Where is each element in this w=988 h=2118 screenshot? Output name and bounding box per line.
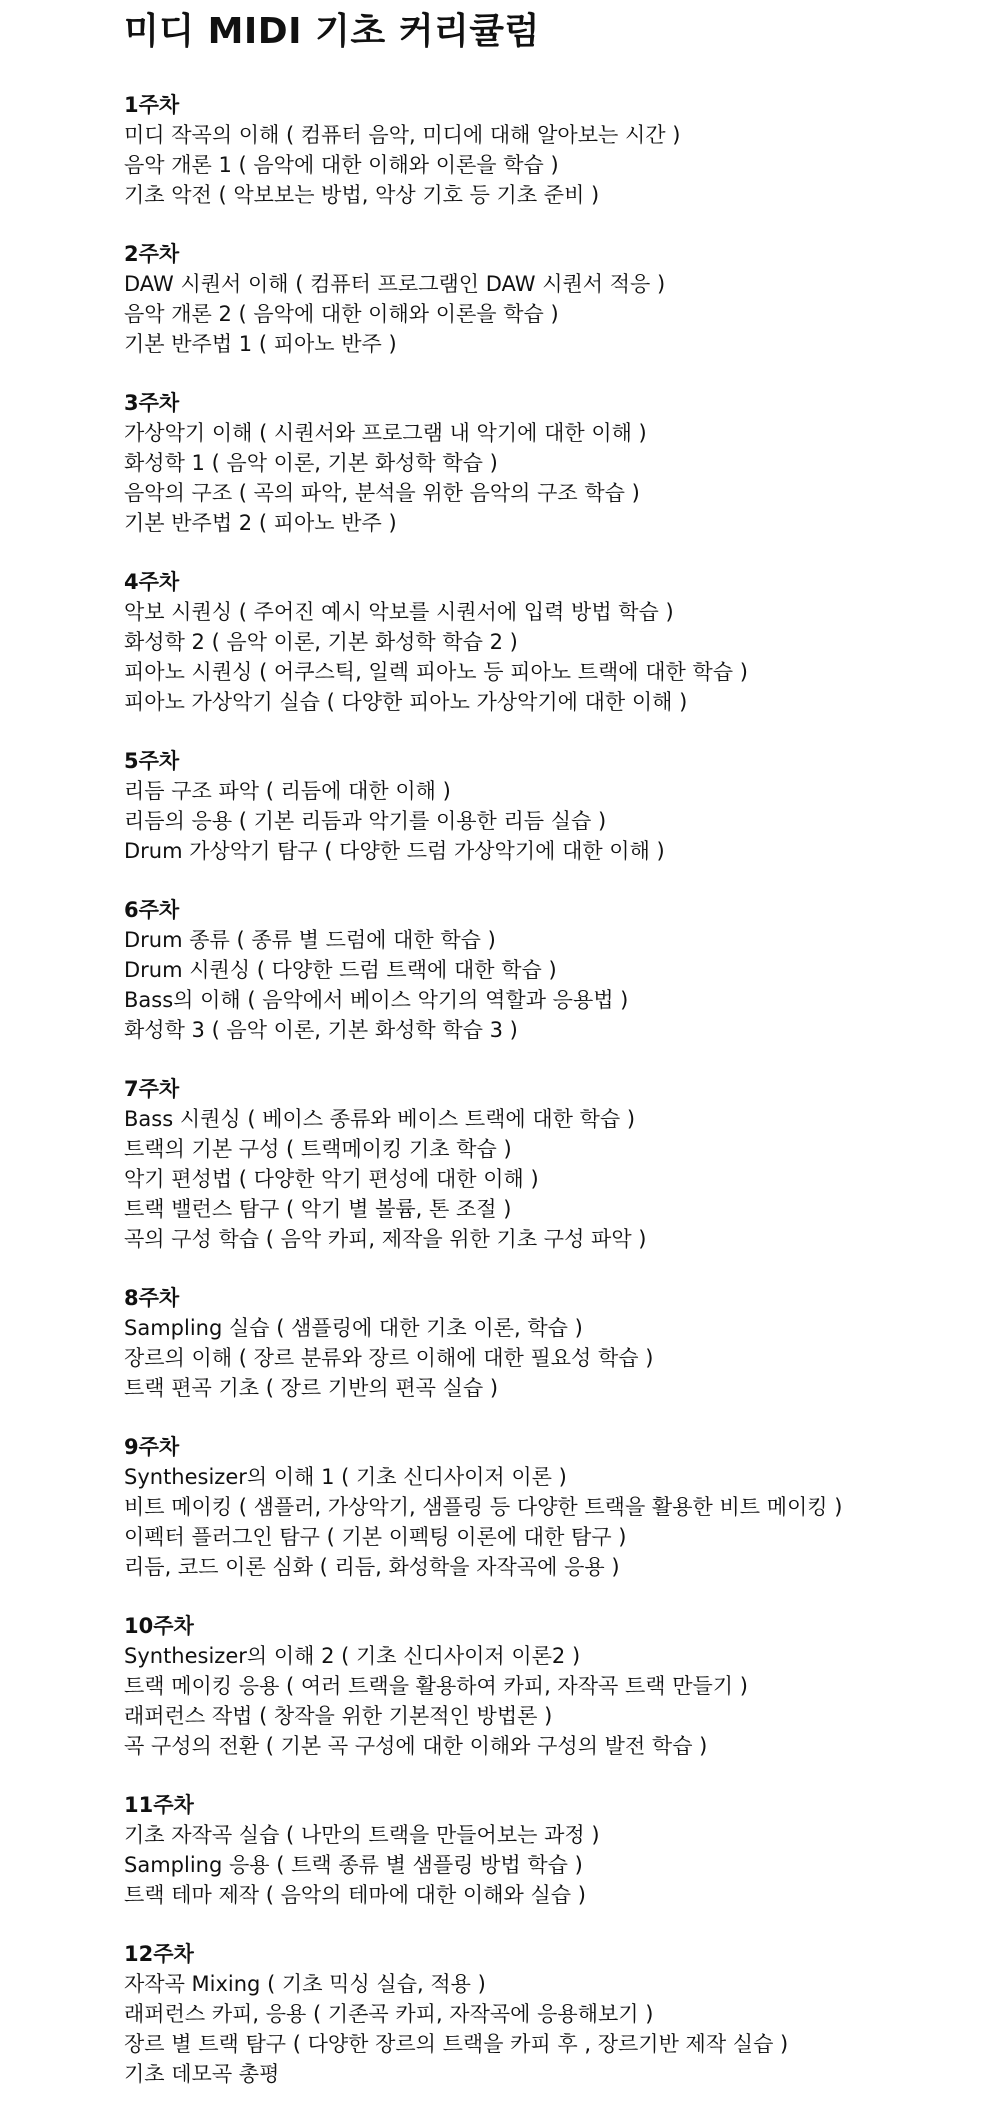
week-section [124, 1611, 974, 1761]
week-list [124, 90, 974, 2089]
lesson-item: 가상악기 이해 ( 시퀀서와 프로그램 내 악기에 대한 이해 ) [124, 421, 647, 445]
lesson-item: 트랙 테마 제작 ( 음악의 테마에 대한 이해와 실습 ) [124, 1883, 586, 1907]
lesson-item: Drum 종류 ( 종류 별 드럼에 대한 학습 ) [124, 928, 496, 952]
lesson-item: 화성학 1 ( 음악 이론, 기본 화성학 학습 ) [124, 451, 498, 475]
week-section [124, 1432, 974, 1582]
lesson-item: 기본 반주법 1 ( 피아노 반주 ) [124, 332, 397, 356]
lesson-item: 트랙 메이킹 응용 ( 여러 트랙을 활용하여 카피, 자작곡 트랙 만들기 ) [124, 1674, 748, 1698]
week-section [124, 1939, 974, 2089]
lesson-item: 장르 별 트랙 탐구 ( 다양한 장르의 트랙을 카피 후 , 장르기반 제작 실습 ) [124, 2032, 789, 2056]
lesson-item: 피아노 시퀀싱 ( 어쿠스틱, 일렉 피아노 등 피아노 트랙에 대한 학습 ) [124, 660, 748, 684]
week-section [124, 567, 974, 717]
lesson-item: 래퍼런스 카피, 응용 ( 기존곡 카피, 자작곡에 응용해보기 ) [124, 2002, 654, 2026]
lesson-item: Synthesizer의 이해 1 ( 기초 신디사이저 이론 ) [124, 1465, 567, 1489]
week-heading: 9주차 [124, 1435, 180, 1459]
week-section [124, 1074, 974, 1254]
lesson-item: Bass의 이해 ( 음악에서 베이스 악기의 역할과 응용법 ) [124, 988, 629, 1012]
lesson-item: 기초 데모곡 총평 [124, 2062, 280, 2086]
week-section [124, 1283, 974, 1403]
lesson-item: 악보 시퀀싱 ( 주어진 예시 악보를 시퀀서에 입력 방법 학습 ) [124, 600, 674, 624]
lesson-item: 리듬의 응용 ( 기본 리듬과 악기를 이용한 리듬 실습 ) [124, 809, 607, 833]
lesson-item: 기본 반주법 2 ( 피아노 반주 ) [124, 511, 397, 535]
lesson-item: 피아노 가상악기 실습 ( 다양한 피아노 가상악기에 대한 이해 ) [124, 690, 688, 714]
lesson-item: 미디 작곡의 이해 ( 컴퓨터 음악, 미디에 대해 알아보는 시간 ) [124, 123, 681, 147]
lesson-item: 트랙 편곡 기초 ( 장르 기반의 편곡 실습 ) [124, 1376, 499, 1400]
week-heading: 4주차 [124, 570, 180, 594]
lesson-item: 기초 악전 ( 악보보는 방법, 악상 기호 등 기초 준비 ) [124, 183, 600, 207]
week-section [124, 1790, 974, 1910]
week-heading: 3주차 [124, 391, 180, 415]
week-section [124, 388, 974, 538]
lesson-item: 리듬, 코드 이론 심화 ( 리듬, 화성학을 자작곡에 응용 ) [124, 1555, 620, 1579]
lesson-item: 음악의 구조 ( 곡의 파악, 분석을 위한 음악의 구조 학습 ) [124, 481, 640, 505]
lesson-item: DAW 시퀀서 이해 ( 컴퓨터 프로그램인 DAW 시퀀서 적응 ) [124, 272, 666, 296]
week-section [124, 895, 974, 1045]
week-heading: 6주차 [124, 898, 180, 922]
week-heading: 5주차 [124, 749, 180, 773]
lesson-item: Synthesizer의 이해 2 ( 기초 신디사이저 이론2 ) [124, 1644, 581, 1668]
lesson-item: 화성학 3 ( 음악 이론, 기본 화성학 학습 3 ) [124, 1018, 518, 1042]
week-heading: 10주차 [124, 1614, 194, 1638]
lesson-item: Sampling 실습 ( 샘플링에 대한 기초 이론, 학습 ) [124, 1316, 583, 1340]
lesson-item: 기초 자작곡 실습 ( 나만의 트랙을 만들어보는 과정 ) [124, 1823, 600, 1847]
week-heading: 12주차 [124, 1942, 194, 1966]
curriculum-document [124, 0, 974, 2118]
week-heading: 11주차 [124, 1793, 194, 1817]
lesson-item: 악기 편성법 ( 다양한 악기 편성에 대한 이해 ) [124, 1167, 539, 1191]
week-section [124, 90, 974, 210]
week-heading: 2주차 [124, 242, 180, 266]
lesson-item: Drum 시퀀싱 ( 다양한 드럼 트랙에 대한 학습 ) [124, 958, 557, 982]
lesson-item: 장르의 이해 ( 장르 분류와 장르 이해에 대한 필요성 학습 ) [124, 1346, 654, 1370]
lesson-item: Sampling 응용 ( 트랙 종류 별 샘플링 방법 학습 ) [124, 1853, 583, 1877]
lesson-item: 트랙 밸런스 탐구 ( 악기 별 볼륨, 톤 조절 ) [124, 1197, 512, 1221]
lesson-item: 화성학 2 ( 음악 이론, 기본 화성학 학습 2 ) [124, 630, 518, 654]
lesson-item: 비트 메이킹 ( 샘플러, 가상악기, 샘플링 등 다양한 트랙을 활용한 비트 메이킹 ) [124, 1495, 843, 1519]
lesson-item: 음악 개론 2 ( 음악에 대한 이해와 이론을 학습 ) [124, 302, 559, 326]
lesson-item: Drum 가상악기 탐구 ( 다양한 드럼 가상악기에 대한 이해 ) [124, 839, 665, 863]
lesson-item: 곡 구성의 전환 ( 기본 곡 구성에 대한 이해와 구성의 발전 학습 ) [124, 1734, 708, 1758]
lesson-item: 자작곡 Mixing ( 기초 믹싱 실습, 적용 ) [124, 1972, 486, 1996]
lesson-item: 래퍼런스 작법 ( 창작을 위한 기본적인 방법론 ) [124, 1704, 553, 1728]
week-section [124, 746, 974, 866]
week-heading: 1주차 [124, 93, 180, 117]
lesson-item: 트랙의 기본 구성 ( 트랙메이킹 기초 학습 ) [124, 1137, 512, 1161]
page-title: 미디 MIDI 기초 커리큘럼 [124, 11, 540, 52]
lesson-item: 곡의 구성 학습 ( 음악 카피, 제작을 위한 기초 구성 파악 ) [124, 1227, 647, 1251]
week-heading: 7주차 [124, 1077, 180, 1101]
lesson-item: Bass 시퀀싱 ( 베이스 종류와 베이스 트랙에 대한 학습 ) [124, 1107, 636, 1131]
lesson-item: 리듬 구조 파악 ( 리듬에 대한 이해 ) [124, 779, 451, 803]
week-section [124, 239, 974, 359]
week-heading: 8주차 [124, 1286, 180, 1310]
lesson-item: 이펙터 플러그인 탐구 ( 기본 이펙팅 이론에 대한 탐구 ) [124, 1525, 627, 1549]
lesson-item: 음악 개론 1 ( 음악에 대한 이해와 이론을 학습 ) [124, 153, 559, 177]
